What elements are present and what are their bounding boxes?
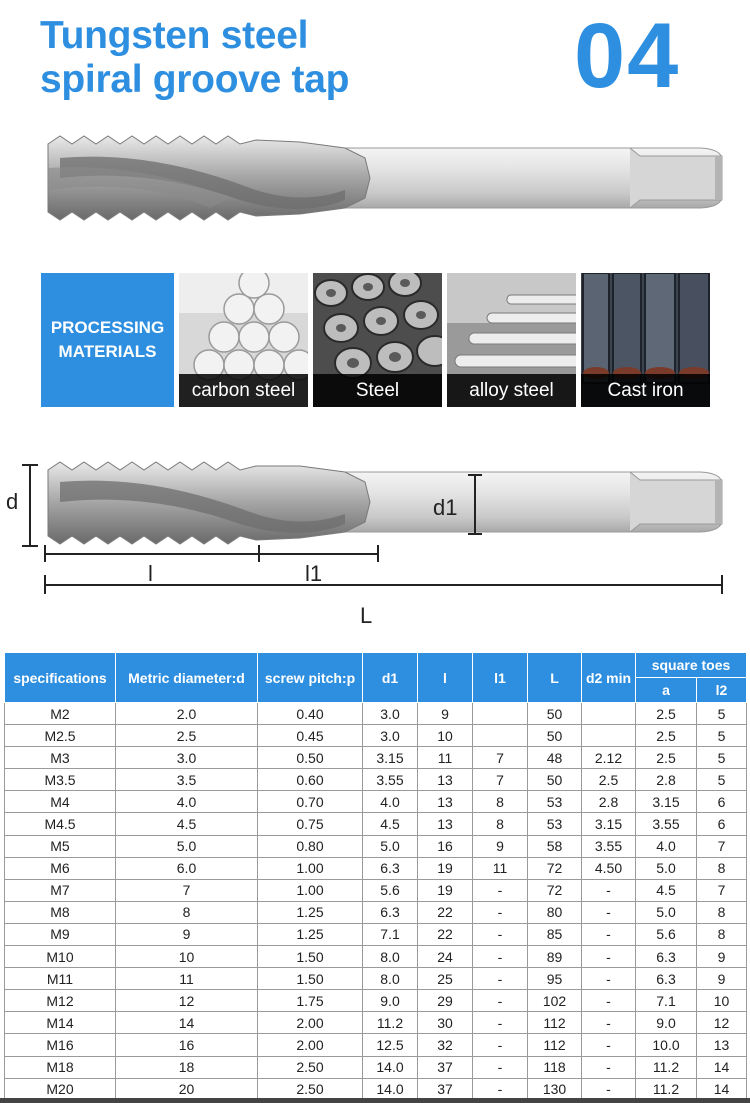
table-cell: 0.75: [258, 813, 363, 835]
col-subheader: a: [636, 678, 697, 703]
tap-illustration: [0, 128, 750, 228]
table-cell: 85: [528, 923, 582, 945]
table-cell: 13: [418, 813, 473, 835]
title-line-1: Tungsten steel: [40, 14, 309, 57]
table-cell: 1.25: [258, 923, 363, 945]
table-cell: 95: [528, 968, 582, 990]
table-cell: 0.40: [258, 703, 363, 725]
materials-heading: [41, 273, 174, 407]
table-cell: 20: [116, 1078, 258, 1100]
table-row: [5, 769, 747, 791]
table-cell: 3.55: [636, 813, 697, 835]
table-cell: -: [582, 879, 636, 901]
table-cell: 1.00: [258, 857, 363, 879]
table-cell: M4: [5, 791, 116, 813]
table-cell: 9.0: [363, 990, 418, 1012]
table-cell: 1.50: [258, 968, 363, 990]
table-cell: 50: [528, 725, 582, 747]
table-row: [5, 923, 747, 945]
table-cell: -: [582, 1034, 636, 1056]
table-cell: 112: [528, 1012, 582, 1034]
table-row: [5, 725, 747, 747]
table-cell: 7: [473, 769, 528, 791]
table-cell: 8: [697, 857, 747, 879]
table-cell: [473, 703, 528, 725]
table-cell: 7.1: [363, 923, 418, 945]
table-cell: -: [582, 990, 636, 1012]
col-subheader: l2: [697, 678, 747, 703]
table-cell: M10: [5, 946, 116, 968]
table-cell: 2.5: [636, 725, 697, 747]
table-cell: 11: [116, 968, 258, 990]
table-cell: -: [473, 1056, 528, 1078]
table-cell: 11.2: [636, 1056, 697, 1078]
table-cell: -: [582, 1056, 636, 1078]
table-cell: 58: [528, 835, 582, 857]
table-cell: -: [473, 946, 528, 968]
table-cell: 11.2: [636, 1078, 697, 1100]
table-cell: -: [582, 968, 636, 990]
materials-heading-line-1: PROCESSING: [50, 318, 165, 337]
title-line-2: spiral groove tap: [40, 58, 350, 101]
table-cell: 53: [528, 791, 582, 813]
table-cell: 14.0: [363, 1056, 418, 1078]
table-cell: 5.0: [116, 835, 258, 857]
table-cell: -: [582, 923, 636, 945]
table-cell: M3.5: [5, 769, 116, 791]
table-cell: 14: [697, 1078, 747, 1100]
table-cell: 2.50: [258, 1078, 363, 1100]
table-cell: 2.5: [582, 769, 636, 791]
table-cell: 4.0: [636, 835, 697, 857]
table-cell: 4.5: [363, 813, 418, 835]
table-cell: 14: [116, 1012, 258, 1034]
table-cell: 9: [418, 703, 473, 725]
col-header: screw pitch:p: [258, 653, 363, 703]
table-cell: 10: [116, 946, 258, 968]
dim-label-l1: l1: [305, 561, 323, 586]
table-cell: 29: [418, 990, 473, 1012]
table-cell: 1.25: [258, 901, 363, 923]
table-cell: 1.75: [258, 990, 363, 1012]
table-cell: 37: [418, 1056, 473, 1078]
table-cell: 30: [418, 1012, 473, 1034]
dim-label-d1: d1: [433, 495, 458, 520]
materials-heading-line-2: MATERIALS: [58, 342, 157, 361]
table-cell: 25: [418, 968, 473, 990]
table-cell: 4.5: [116, 813, 258, 835]
table-cell: 1.00: [258, 879, 363, 901]
table-cell: 0.70: [258, 791, 363, 813]
table-cell: 9.0: [636, 1012, 697, 1034]
table-cell: 4.50: [582, 857, 636, 879]
table-cell: 5: [697, 747, 747, 769]
table-cell: M16: [5, 1034, 116, 1056]
col-header: specifications: [5, 653, 116, 703]
table-row: [5, 703, 747, 725]
dim-label-d: d: [6, 489, 19, 514]
table-cell: 22: [418, 901, 473, 923]
table-cell: 80: [528, 901, 582, 923]
table-cell: -: [582, 946, 636, 968]
table-cell: 3.0: [363, 725, 418, 747]
table-cell: 5.0: [363, 835, 418, 857]
table-cell: M14: [5, 1012, 116, 1034]
table-cell: 22: [418, 923, 473, 945]
table-cell: 6: [697, 791, 747, 813]
table-cell: 12.5: [363, 1034, 418, 1056]
table-cell: 2.0: [116, 703, 258, 725]
table-cell: 5: [697, 725, 747, 747]
table-cell: 8: [473, 791, 528, 813]
table-cell: 10: [697, 990, 747, 1012]
material-label: carbon steel: [179, 374, 308, 407]
col-header: d2 min: [582, 653, 636, 703]
material-label: alloy steel: [447, 374, 576, 407]
table-cell: 8: [116, 901, 258, 923]
table-cell: 2.00: [258, 1034, 363, 1056]
table-cell: 14: [697, 1056, 747, 1078]
table-cell: M6: [5, 857, 116, 879]
table-cell: 102: [528, 990, 582, 1012]
table-cell: 7: [116, 879, 258, 901]
table-cell: 0.60: [258, 769, 363, 791]
table-cell: M3: [5, 747, 116, 769]
dimension-drawing: [0, 450, 750, 630]
table-cell: 2.00: [258, 1012, 363, 1034]
table-row: [5, 901, 747, 923]
table-cell: -: [473, 968, 528, 990]
table-cell: 11: [473, 857, 528, 879]
table-cell: 6.3: [636, 968, 697, 990]
table-row: [5, 1034, 747, 1056]
table-cell: 4.0: [116, 791, 258, 813]
table-cell: 24: [418, 946, 473, 968]
material-alloy-steel: [447, 273, 576, 407]
table-cell: 2.8: [582, 791, 636, 813]
table-cell: 13: [418, 791, 473, 813]
dim-label-L: L: [360, 603, 373, 628]
table-cell: 13: [697, 1034, 747, 1056]
table-cell: M20: [5, 1078, 116, 1100]
table-row: [5, 813, 747, 835]
material-cast-iron: [581, 273, 710, 407]
spec-table-body: [5, 703, 747, 1101]
table-cell: 32: [418, 1034, 473, 1056]
table-cell: 11: [418, 747, 473, 769]
table-cell: M7: [5, 879, 116, 901]
table-cell: 5.0: [636, 857, 697, 879]
table-cell: 9: [697, 968, 747, 990]
table-cell: 72: [528, 879, 582, 901]
table-cell: 118: [528, 1056, 582, 1078]
table-cell: 7: [697, 879, 747, 901]
material-steel: [313, 273, 442, 407]
table-cell: 9: [473, 835, 528, 857]
table-row: [5, 990, 747, 1012]
table-row: [5, 857, 747, 879]
table-cell: 50: [528, 703, 582, 725]
table-cell: 0.50: [258, 747, 363, 769]
table-cell: 9: [697, 946, 747, 968]
table-cell: 8.0: [363, 968, 418, 990]
table-cell: 19: [418, 857, 473, 879]
table-cell: 9: [116, 923, 258, 945]
table-cell: M9: [5, 923, 116, 945]
table-cell: M11: [5, 968, 116, 990]
table-cell: 37: [418, 1078, 473, 1100]
col-header: l1: [473, 653, 528, 703]
table-cell: -: [473, 990, 528, 1012]
table-cell: M4.5: [5, 813, 116, 835]
table-cell: M5: [5, 835, 116, 857]
table-cell: -: [473, 1012, 528, 1034]
table-cell: 13: [418, 769, 473, 791]
table-cell: 5.6: [636, 923, 697, 945]
table-cell: 3.0: [116, 747, 258, 769]
table-cell: 130: [528, 1078, 582, 1100]
table-row: [5, 1056, 747, 1078]
table-cell: 4.5: [636, 879, 697, 901]
table-cell: 6.3: [363, 901, 418, 923]
table-cell: 2.5: [636, 747, 697, 769]
table-cell: 3.0: [363, 703, 418, 725]
table-cell: 7: [697, 835, 747, 857]
table-cell: [582, 725, 636, 747]
table-cell: 8: [697, 901, 747, 923]
table-cell: 8.0: [363, 946, 418, 968]
table-cell: M2.5: [5, 725, 116, 747]
material-label: Cast iron: [581, 374, 710, 407]
table-cell: M18: [5, 1056, 116, 1078]
table-cell: 16: [418, 835, 473, 857]
table-cell: 8: [697, 923, 747, 945]
table-cell: 112: [528, 1034, 582, 1056]
table-cell: 2.5: [116, 725, 258, 747]
material-carbon-steel: [179, 273, 308, 407]
table-cell: -: [582, 901, 636, 923]
table-cell: 10.0: [636, 1034, 697, 1056]
table-cell: M2: [5, 703, 116, 725]
table-row: [5, 946, 747, 968]
table-cell: 3.5: [116, 769, 258, 791]
table-cell: -: [582, 1012, 636, 1034]
table-row: [5, 791, 747, 813]
spec-table: [4, 652, 747, 1101]
table-cell: 2.8: [636, 769, 697, 791]
material-label: Steel: [313, 374, 442, 407]
table-cell: 6.0: [116, 857, 258, 879]
table-cell: 89: [528, 946, 582, 968]
table-cell: 19: [418, 879, 473, 901]
table-row: [5, 879, 747, 901]
table-row: [5, 968, 747, 990]
dim-label-l: l: [148, 561, 153, 586]
col-header: d1: [363, 653, 418, 703]
table-cell: 12: [116, 990, 258, 1012]
table-cell: 2.5: [636, 703, 697, 725]
table-cell: 2.50: [258, 1056, 363, 1078]
table-cell: 11.2: [363, 1012, 418, 1034]
table-cell: 3.15: [582, 813, 636, 835]
table-cell: -: [473, 1078, 528, 1100]
table-cell: 8: [473, 813, 528, 835]
page-title: [40, 14, 349, 102]
table-cell: 4.0: [363, 791, 418, 813]
table-cell: 72: [528, 857, 582, 879]
col-header: Metric diameter:d: [116, 653, 258, 703]
table-cell: 16: [116, 1034, 258, 1056]
table-cell: 5.0: [636, 901, 697, 923]
table-row: [5, 1078, 747, 1100]
table-cell: 3.15: [636, 791, 697, 813]
table-cell: 3.55: [582, 835, 636, 857]
table-cell: 7.1: [636, 990, 697, 1012]
table-cell: 5: [697, 703, 747, 725]
table-cell: 6: [697, 813, 747, 835]
table-cell: 1.50: [258, 946, 363, 968]
table-cell: 2.12: [582, 747, 636, 769]
processing-materials: [41, 273, 710, 407]
table-cell: 3.15: [363, 747, 418, 769]
table-cell: 18: [116, 1056, 258, 1078]
table-cell: 14.0: [363, 1078, 418, 1100]
product-number: 04: [574, 5, 681, 107]
table-cell: 5: [697, 769, 747, 791]
table-cell: 6.3: [363, 857, 418, 879]
table-cell: 0.45: [258, 725, 363, 747]
table-cell: 6.3: [636, 946, 697, 968]
col-group-header: square toes: [636, 653, 747, 678]
bottom-divider: [0, 1098, 750, 1103]
table-header-row: [5, 653, 747, 678]
table-cell: -: [473, 901, 528, 923]
col-header: L: [528, 653, 582, 703]
table-cell: [473, 725, 528, 747]
col-header: l: [418, 653, 473, 703]
table-cell: 48: [528, 747, 582, 769]
table-row: [5, 747, 747, 769]
table-cell: M12: [5, 990, 116, 1012]
table-cell: 7: [473, 747, 528, 769]
table-cell: 3.55: [363, 769, 418, 791]
table-cell: -: [473, 923, 528, 945]
table-cell: -: [473, 879, 528, 901]
table-cell: 0.80: [258, 835, 363, 857]
table-cell: [582, 703, 636, 725]
table-row: [5, 835, 747, 857]
table-cell: -: [582, 1078, 636, 1100]
table-cell: 12: [697, 1012, 747, 1034]
table-cell: 50: [528, 769, 582, 791]
table-cell: -: [473, 1034, 528, 1056]
table-cell: 10: [418, 725, 473, 747]
table-cell: 53: [528, 813, 582, 835]
table-cell: M8: [5, 901, 116, 923]
table-row: [5, 1012, 747, 1034]
table-cell: 5.6: [363, 879, 418, 901]
